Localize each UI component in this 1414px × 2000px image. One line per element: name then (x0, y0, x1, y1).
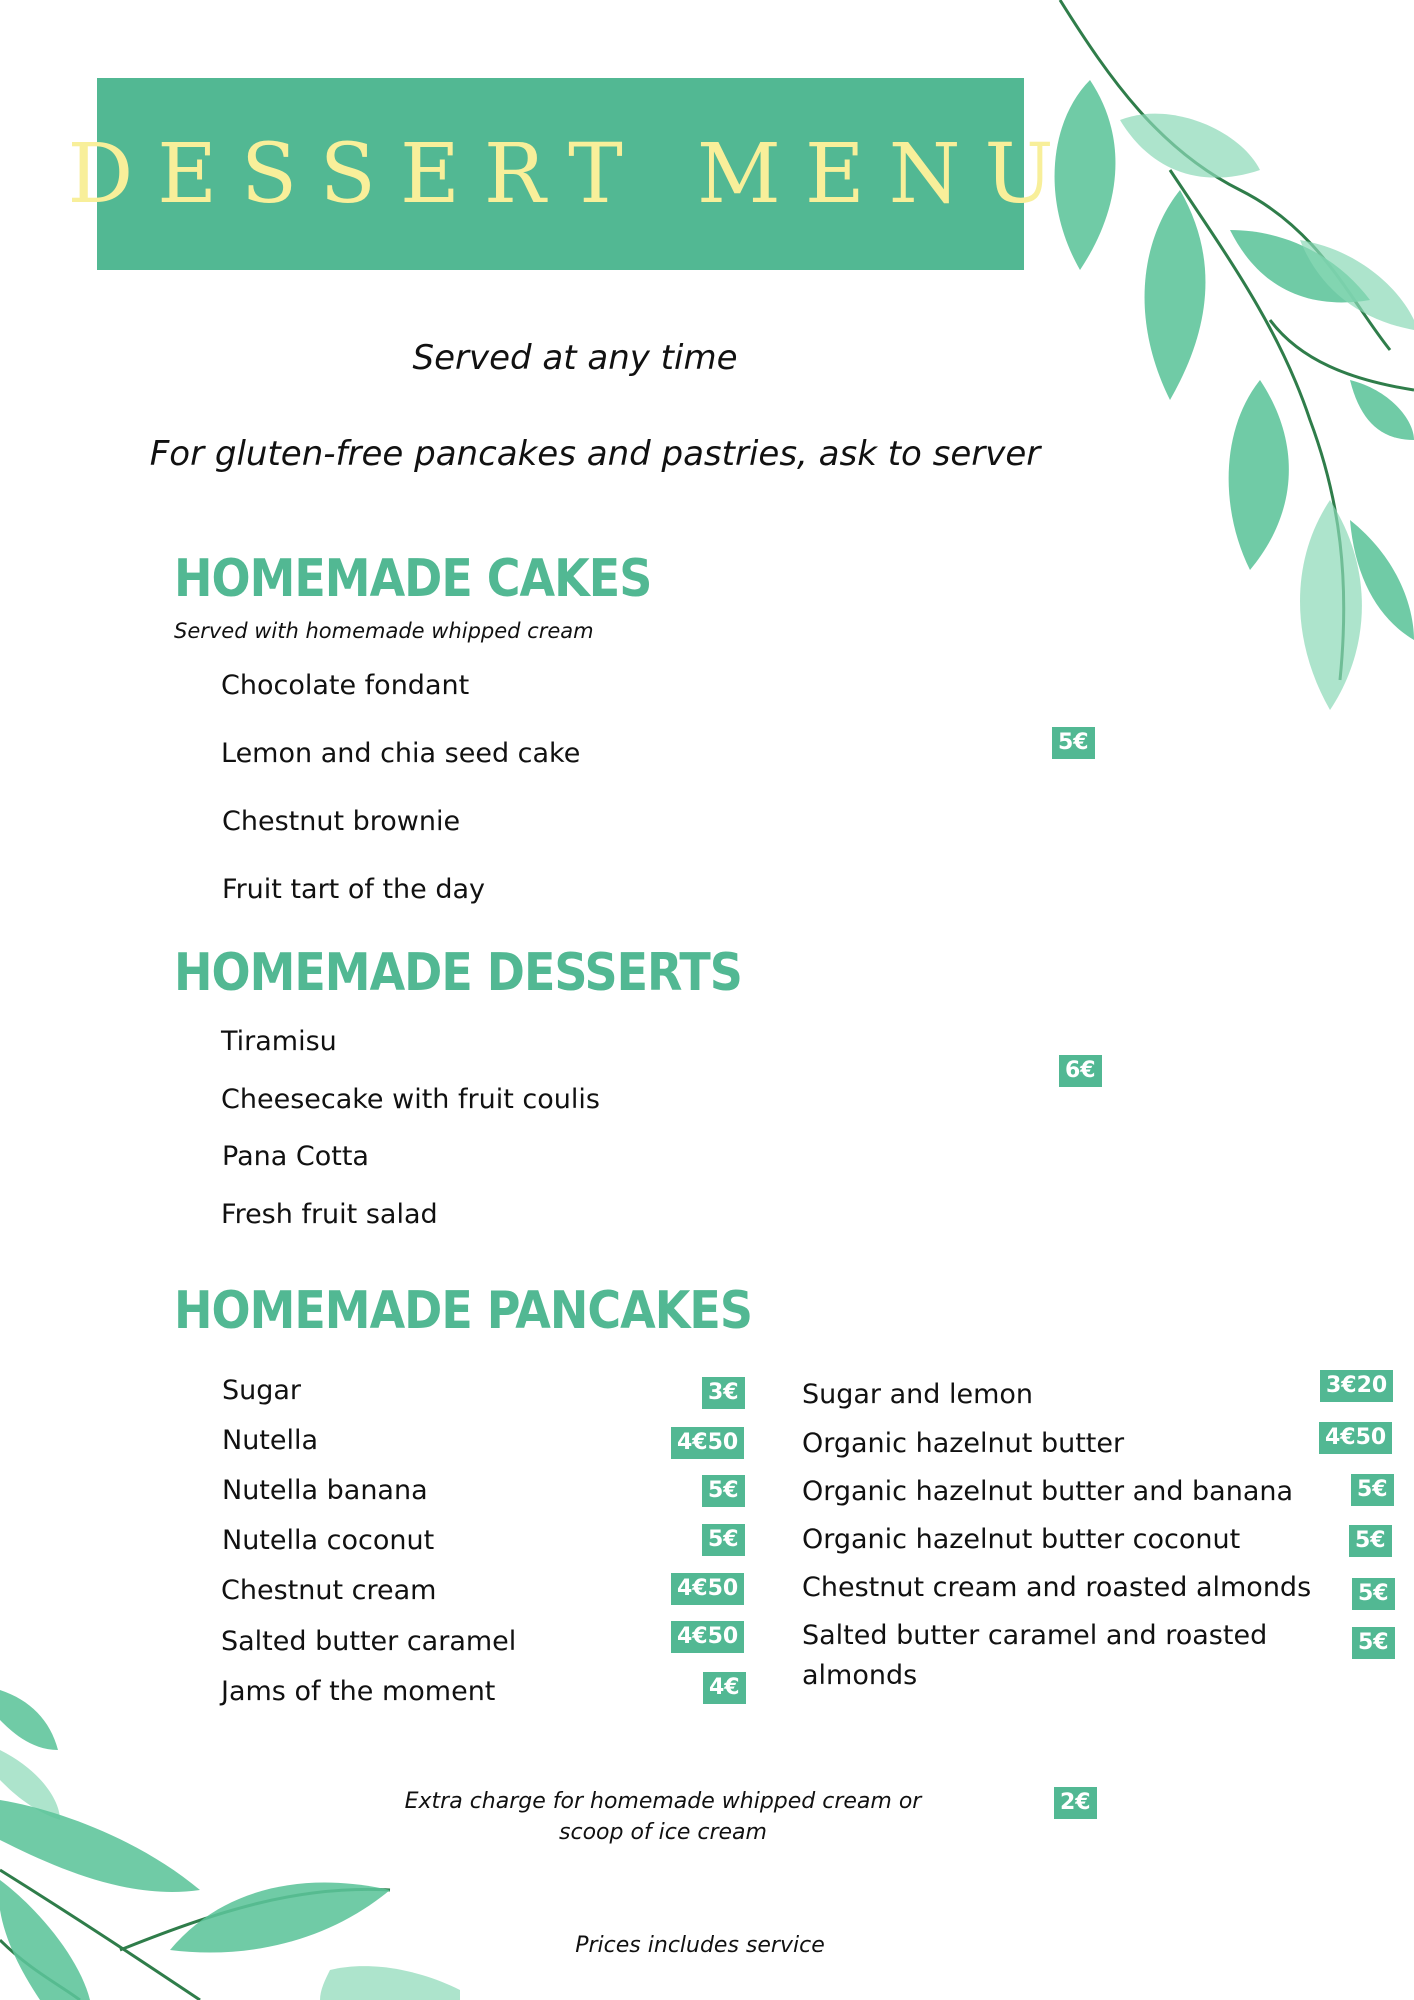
price-badge: 3€ (702, 1377, 745, 1409)
section-subtitle-cakes: Served with homemade whipped cream (174, 619, 594, 643)
menu-item: Organic hazelnut butter (802, 1428, 1125, 1459)
menu-item: Fresh fruit salad (221, 1199, 438, 1230)
section-title-pancakes: HOMEMADE PANCAKES (174, 1280, 752, 1341)
price-badge: 5€ (1351, 1474, 1394, 1506)
page-title: DESSERT MENU (67, 126, 1078, 222)
extra-charge-line2: scoop of ice cream (559, 1820, 767, 1845)
intro-line-gluten-free: For gluten-free pancakes and pastries, ask to server (149, 434, 1041, 474)
footer-note: Prices includes service (575, 1933, 825, 1958)
section-title-cakes: HOMEMADE CAKES (174, 548, 652, 609)
menu-item: Organic hazelnut butter coconut (802, 1524, 1241, 1555)
menu-item: Tiramisu (221, 1026, 337, 1057)
menu-item: Pana Cotta (222, 1141, 369, 1172)
menu-item: Nutella (222, 1425, 319, 1456)
price-badge: 5€ (702, 1475, 745, 1507)
price-badge: 4€50 (671, 1427, 744, 1459)
price-badge: 5€ (1349, 1525, 1392, 1557)
menu-item: Nutella coconut (222, 1525, 435, 1556)
price-badge: 4€50 (1319, 1422, 1392, 1454)
menu-item: Jams of the moment (221, 1676, 496, 1707)
price-badge: 5€ (702, 1524, 745, 1556)
title-banner (67, 78, 1078, 270)
menu-item: Salted butter caramel and roasted almonds (802, 1620, 1268, 1691)
price-badge: 4€50 (671, 1621, 744, 1653)
price-badge: 4€50 (671, 1573, 744, 1605)
price-badge: 5€ (1352, 1578, 1395, 1610)
menu-item: Cheesecake with fruit coulis (221, 1084, 600, 1115)
price-badge: 3€20 (1320, 1370, 1393, 1402)
menu-item: Salted butter caramel (221, 1626, 517, 1657)
menu-item: Nutella banana (222, 1475, 428, 1506)
price-badge: 5€ (1052, 727, 1095, 759)
menu-item: Sugar and lemon (802, 1379, 1034, 1410)
menu-item: Chocolate fondant (221, 670, 470, 701)
intro-line-served: Served at any time (412, 338, 738, 378)
price-badge: 4€ (703, 1672, 746, 1704)
menu-item: Chestnut brownie (222, 806, 461, 837)
section-title-desserts: HOMEMADE DESSERTS (174, 942, 742, 1003)
menu-item: Organic hazelnut butter and banana (802, 1476, 1294, 1507)
menu-item: Lemon and chia seed cake (221, 738, 581, 769)
price-badge: 5€ (1352, 1627, 1395, 1659)
menu-item: Chestnut cream and roasted almonds (802, 1572, 1312, 1603)
menu-item: Fruit tart of the day (222, 874, 486, 905)
extra-charge-line1: Extra charge for homemade whipped cream or (404, 1789, 922, 1814)
price-badge: 6€ (1059, 1055, 1102, 1087)
menu-item: Sugar (222, 1375, 302, 1406)
menu-item: Chestnut cream (221, 1575, 437, 1606)
price-badge: 2€ (1054, 1787, 1097, 1819)
